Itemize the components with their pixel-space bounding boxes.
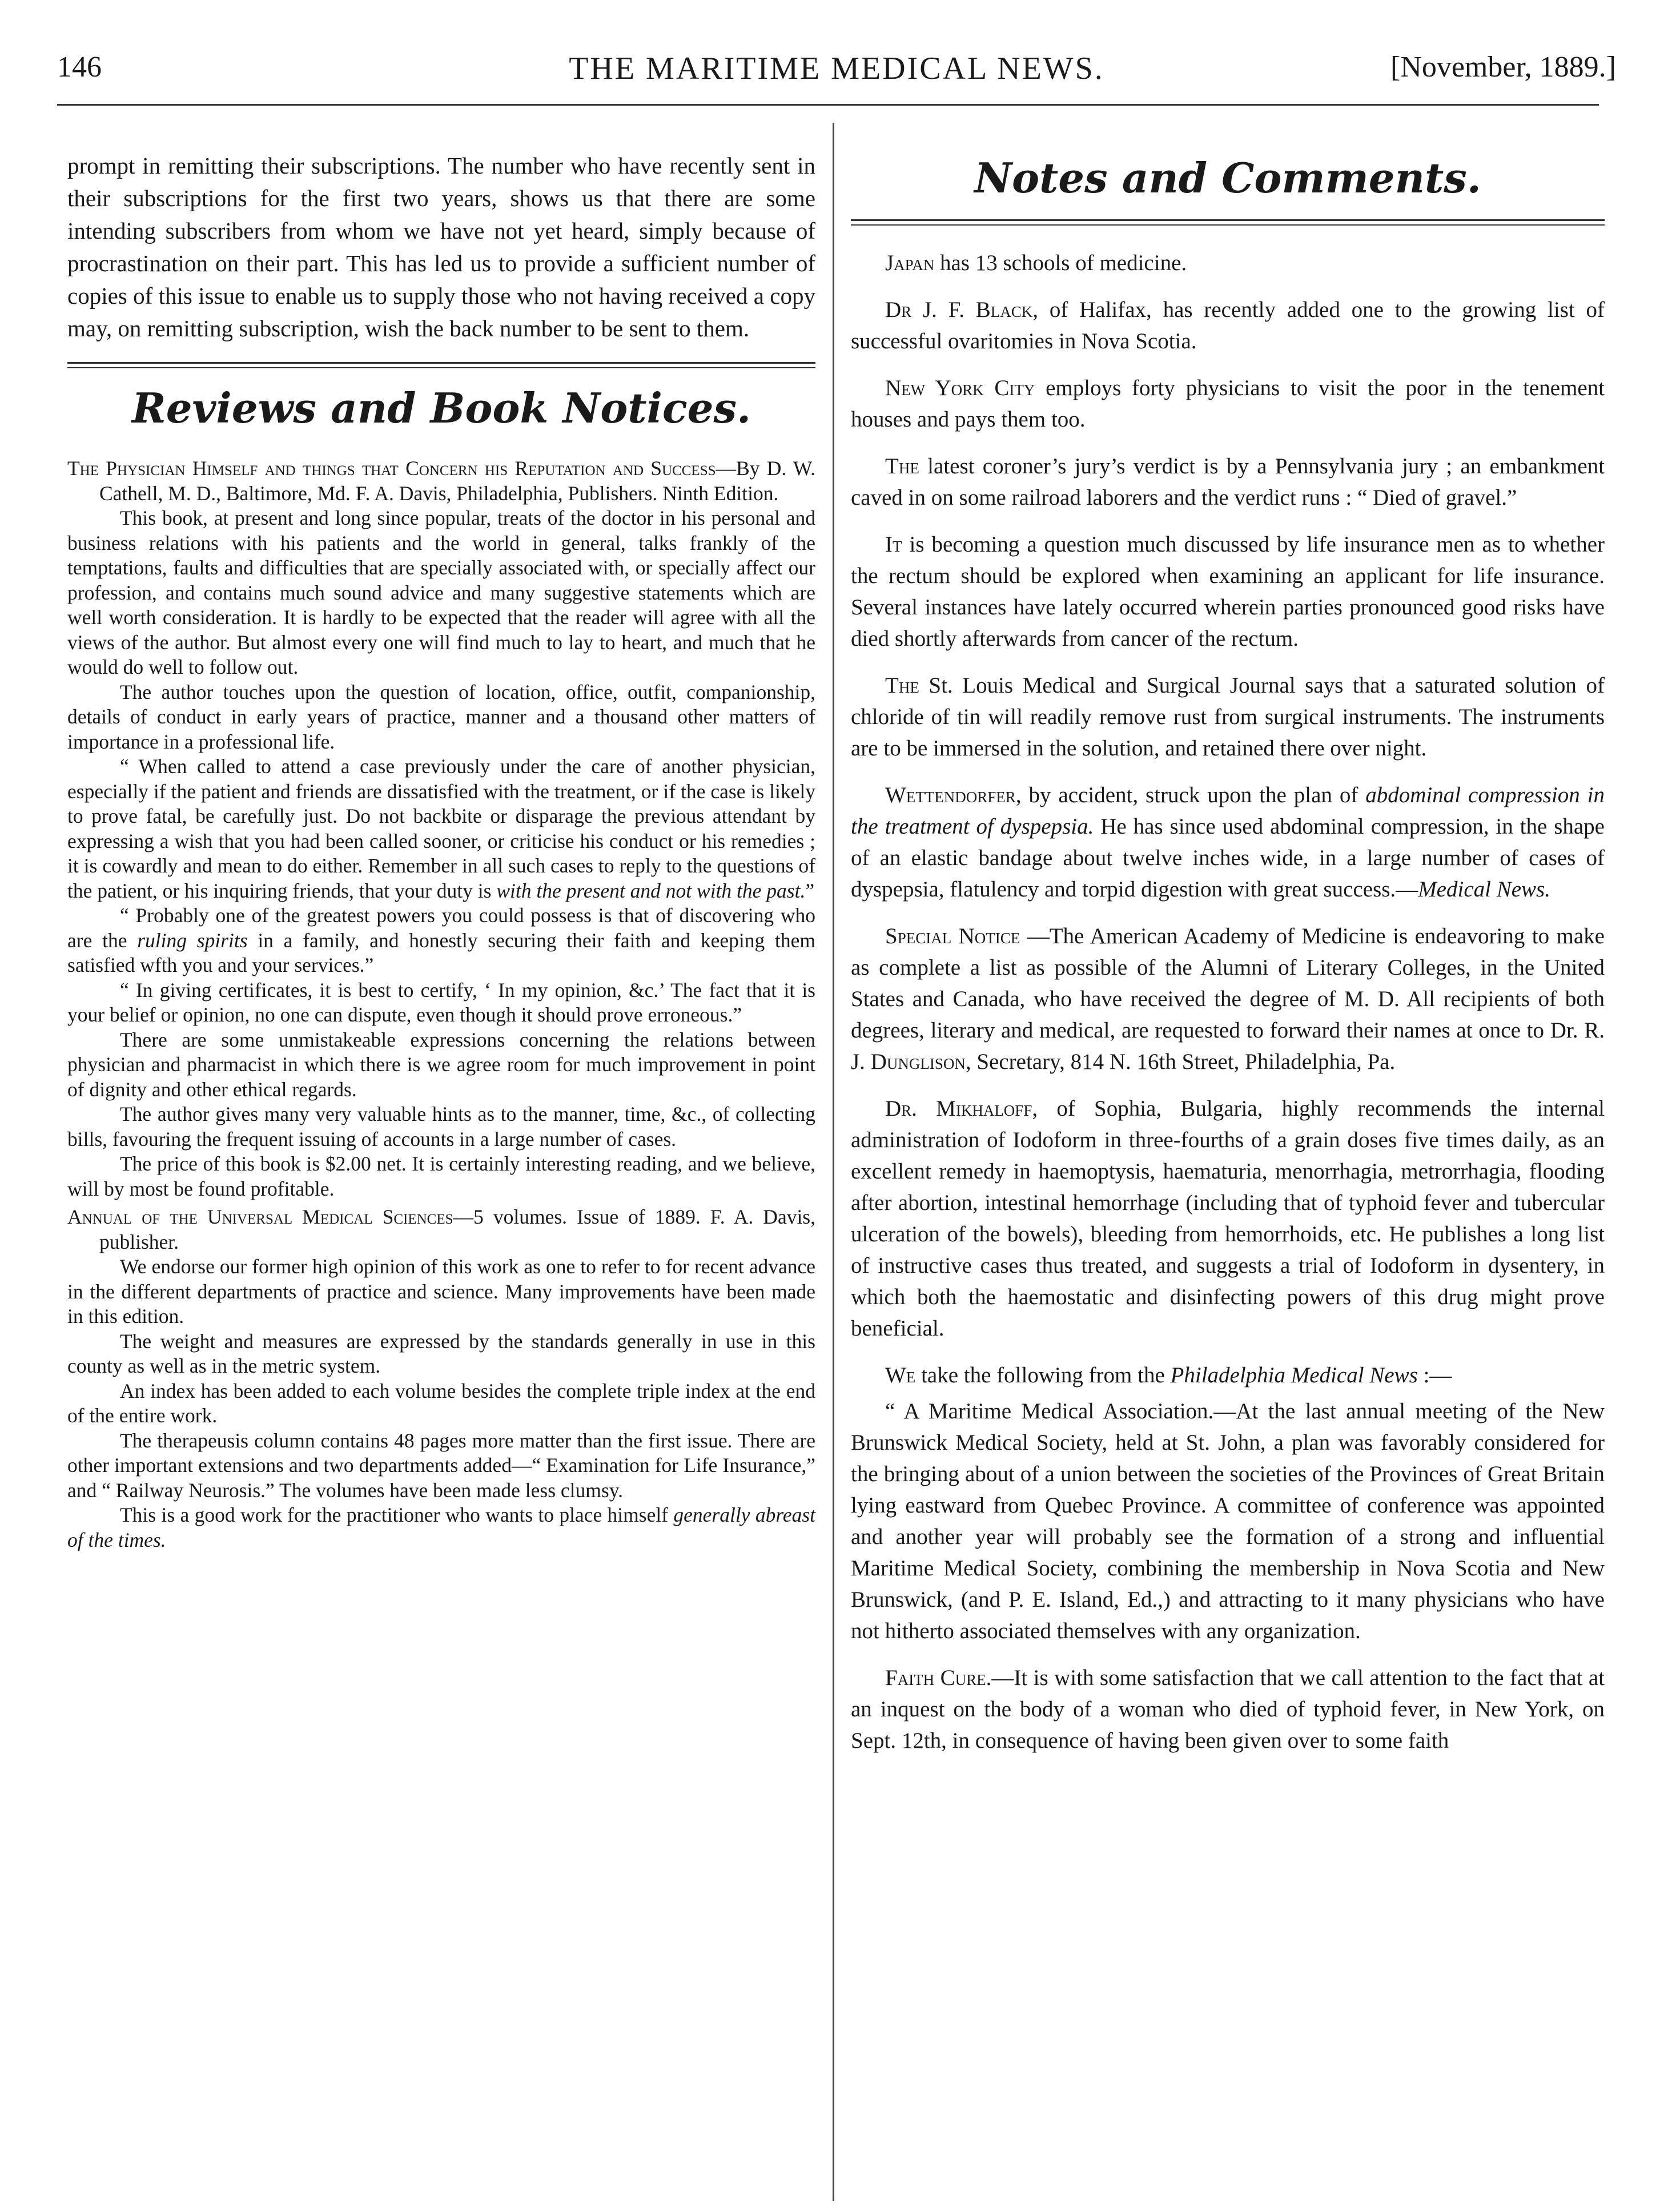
note-lead: It (885, 532, 902, 557)
note-item (851, 779, 1605, 905)
note-text: latest coroner’s jury’s verdict is by a Pennsylvania jury ; an embankment caved in on some railroad laborers and the verdict runs : “ Died of gravel.” (851, 454, 1605, 510)
review-heading (67, 1205, 815, 1254)
quoted-note: “ A Maritime Medical Association.—At the last annual meeting of the New Brunswick Medical Society, held at St. John, a plan was favorably considered for the bringing about of a union between the societies of the Provinces of Great Britain lying eastward from Quebec Province. A committee of conference was appointed and another year will probably see the formation of a strong and influential Maritime Medical Society, combining the membership in Nova Scotia and New Brunswick, (and P. E. Island, Ed.,) and attracting to it many physicians who have not hitherto associated themselves with any organization. (851, 1399, 1605, 1643)
note-item (851, 294, 1605, 357)
note-text: , of Halifax, has recently added one to the growing list of successful ovaritomies in Nova Scotia. (851, 297, 1605, 353)
note-item (851, 451, 1605, 513)
note-lead: Dr. Mikhaloff (885, 1096, 1032, 1121)
note-text: —It is with some satisfaction that we call attention to the fact that at an inquest on the body of a woman who died of typhoid fever, in New York, on Sept. 12th, in consequence of having been given over to some faith (851, 1666, 1605, 1753)
quote-text: in a family, and honestly securing their faith and keeping them satisfied wfth you and your services.” (67, 928, 815, 976)
note-text: —The American Academy of Medicine is endeavoring to make as complete a list as possible of the Alumni of Literary Colleges, in the United States and Canada, who have received the degree of M. D. All recipients of both degrees, literary and medical, are requested to forward their names at once to Dr. R. J. (851, 924, 1605, 1074)
note-text: take the following from the (915, 1363, 1171, 1387)
paragraph-text: This is a good work for the practitioner who wants to place himself (120, 1503, 674, 1526)
review-paragraph: There are some unmistakeable expressions concerning the relations between physician and pharmacist in which there is we agree room for much improvement in point of dignity and other ethical regards. (67, 1028, 815, 1101)
reviews-section-heading: Reviews and Book Notices. (131, 384, 751, 432)
review-paragraph: The weight and measures are expressed by the standards generally in use in this county as well as in the metric system. (67, 1329, 815, 1377)
quote-text: “ Probably one of the greatest powers you could possess is that of discovering who are the (67, 904, 815, 952)
review-paragraph: We endorse our former high opinion of this work as one to refer to for recent advance in the different departments of practice and science. Many improvements have been made in this edition. (67, 1255, 815, 1328)
review-quote (67, 754, 815, 903)
quote-italic: ruling spirits (137, 928, 248, 952)
review-paragraph: The author gives many very valuable hints as to the manner, time, &c., of collecting bills, favouring the frequent issuing of accounts in a large number of cases. (67, 1103, 815, 1151)
note-text: has 13 schools of medicine. (934, 251, 1187, 275)
quote-end: ” (805, 879, 815, 902)
note-item (851, 1360, 1605, 1391)
note-source: Medical News. (1418, 877, 1550, 902)
note-item (851, 1093, 1605, 1344)
note-lead: Wettendorfer (885, 783, 1016, 807)
issue-date: [November, 1889.] (1390, 51, 1616, 83)
note-text: He has since used abdominal compression, in the shape of an elastic bandage about twelve inches wide, in a large number of cases of dyspepsia, flatulency and torpid digestion with great success.— (851, 814, 1605, 902)
note-text: , of Sophia, Bulgaria, highly recommends the internal administration of Iodoform in three-fourths of a grain doses five times daily, as an excellent remedy in haemoptysis, haematuria, menorrhagia, metrorrhagia, flooding after abortion, intestinal hemorrhage (including that of typhoid fever and tubercular ulceration of the bowels), bleeding from hemorrhoids, etc. He publishes a long list of instructive cases thus treated, and suggests a trial of Iodoform in dysentery, in which both the haemostatic and disinfecting powers of this drug might prove beneficial. (851, 1096, 1605, 1341)
review-quote (67, 903, 815, 978)
note-item (851, 529, 1605, 654)
note-lead: Faith Cure. (885, 1666, 992, 1690)
note-italic: Philadelphia Medical News (1170, 1363, 1418, 1387)
review-paragraph: “ In giving certificates, it is best to certify, ‘ In my opinion, &c.’ The fact that it is your belief or opinion, no one can dispute, even though it should prove erroneous.” (67, 978, 815, 1026)
right-column (851, 150, 1605, 1772)
note-lead: Japan (885, 251, 935, 275)
note-text: , Secretary, 814 N. 16th Street, Philadelphia, Pa. (965, 1049, 1396, 1074)
review-paragraph (67, 1503, 815, 1553)
review-paragraph: The price of this book is $2.00 net. It is certainly interesting reading, and we believe, will by most be found profitable. (67, 1152, 815, 1200)
header-rule (57, 104, 1599, 106)
note-lead: The (885, 673, 919, 698)
column-divider (833, 123, 834, 2201)
left-column (67, 150, 815, 1553)
note-lead: We (885, 1363, 916, 1387)
paragraph-italic: generally abreast of the times. (67, 1503, 816, 1551)
review-annual-universal (67, 1205, 815, 1553)
note-item (851, 670, 1605, 764)
note-item (851, 372, 1605, 435)
note-text: :— (1417, 1363, 1452, 1387)
review-title: Annual of the Universal Medical Sciences (67, 1205, 453, 1228)
section-rule (851, 219, 1605, 226)
note-item (851, 920, 1605, 1077)
review-paragraph: This book, at present and long since popular, treats of the doctor in his personal and business relations with his patients and the world in general, talks frankly of the temptations, faults and difficulties that are specially associated with, or specially affect our profession, and contains much sound advice and many suggestive statements which are well worth consideration. It is hardly to be expected that the reader will agree with all the views of the author. But almost every one will find much to lay to heart, and much that he would do well to follow out. (67, 506, 815, 678)
note-text: , by accident, struck upon the plan of (1015, 783, 1366, 807)
note-lead: New York City (885, 376, 1035, 400)
note-name: Dunglison (870, 1049, 966, 1074)
review-paragraph: The therapeusis column contains 48 pages more matter than the first issue. There are other important extensions and two departments added—“ Examination for Life Insurance,” and “ Railway Neurosis.” The volumes have been made less clumsy. (67, 1429, 815, 1502)
review-byline: —5 volumes. Issue of 1889. F. A. Davis, publisher. (99, 1205, 815, 1253)
review-title: The Physician Himself and things that Concern his Reputation and Success (67, 457, 716, 480)
section-rule (67, 362, 815, 368)
page-header (57, 50, 1616, 102)
review-paragraph: The author touches upon the question of location, office, outfit, companionship, details of conduct in early years of practice, manner and a thousand other matters of importance in a professional life. (67, 680, 815, 753)
page-number: 146 (57, 51, 102, 83)
note-text: is becoming a question much discussed by life insurance men as to whether the rectum should be explored when examining an applicant for life insurance. Several instances have lately occurred wherein parties pronounced good risks have died shortly afterwards from cancer of the rectum. (851, 532, 1605, 651)
note-italic: abdominal compression in the treatment of dyspepsia. (851, 783, 1605, 839)
continuation-paragraph: prompt in remitting their subscriptions. The number who have recently sent in their subscriptions for the first two years, shows us that there are some intending subscribers from whom we have not yet heard, simply because of procrastination on their part. This has led us to provide a sufficient number of copies of this issue to enable us to supply those who not having received a copy may, on remitting subscription, wish the back number to be sent to them. (67, 152, 815, 341)
note-lead: Dr J. F. Black (885, 297, 1033, 322)
note-text: St. Louis Medical and Surgical Journal says that a saturated solution of chloride of tin will readily remove rust from surgical instruments. The instruments are to be immersed in the solution, and retained there over night. (851, 673, 1605, 761)
review-paragraph: An index has been added to each volume besides the complete triple index at the end of the entire work. (67, 1379, 815, 1427)
note-item (851, 1662, 1605, 1756)
note-text: employs forty physicians to visit the poor in the tenement houses and pays them too. (851, 376, 1605, 432)
review-byline: —By D. W. Cathell, M. D., Baltimore, Md. F. A. Davis, Philadelphia, Publishers. Ninth Edition. (99, 457, 815, 505)
review-heading (67, 456, 815, 506)
note-lead: The (885, 454, 919, 478)
journal-title: THE MARITIME MEDICAL NEWS. (569, 51, 1104, 86)
notes-section-heading: Notes and Comments. (974, 154, 1481, 202)
note-item (851, 247, 1605, 279)
quote-text: “ When called to attend a case previously under the care of another physician, especially if the patient and friends are dissatisfied with the treatment, or if the case is likely to prove fatal, be carefully just. Do not backbite or disparage the previous attendant by expressing a wish that you had been called sooner, or criticise his conduct or his remedies ; it is cowardly and mean to do either. Remember in all such cases to reply to the questions of the patient, or his inquiring friends, that your duty is (67, 755, 815, 902)
quote-italic: with the present and not with the past. (496, 879, 806, 902)
note-lead: Special Notice (885, 924, 1020, 948)
review-physician-himself (67, 456, 815, 1201)
